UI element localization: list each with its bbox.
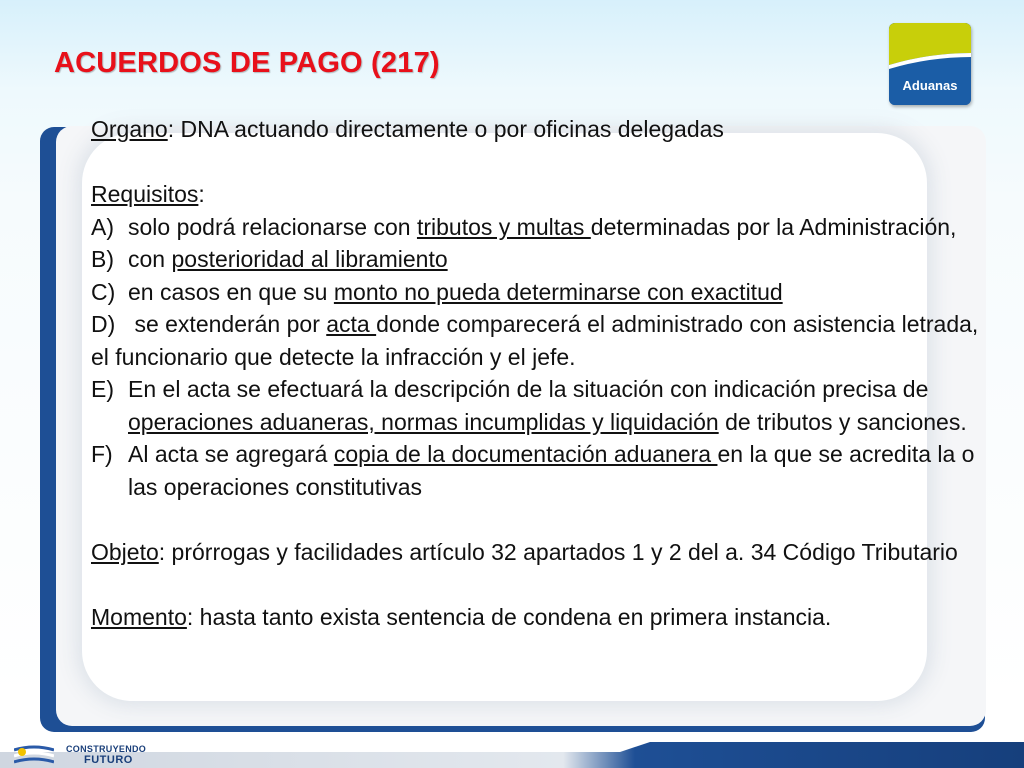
item-marker: C) [91, 278, 116, 305]
requisitos-label: Requisitos [91, 181, 199, 207]
organo-label: Organo [91, 116, 168, 142]
requisito-item-a: A) solo podrá relacionarse con tributos y multas determinadas por la Administración, [91, 211, 986, 244]
requisito-item-c: C) en casos en que su monto no pueda determinarse con exactitud [91, 276, 986, 309]
footer-line-2: FUTURO [84, 754, 133, 766]
momento-paragraph [91, 601, 986, 634]
organo-text: : DNA actuando directamente o por oficinas delegadas [167, 116, 724, 142]
momento-text: : hasta tanto exista sentencia de condena en primera instancia. [186, 603, 832, 630]
aduanas-logo [889, 23, 971, 105]
objeto-label: Objeto [91, 538, 159, 565]
objeto-paragraph [91, 536, 986, 569]
item-marker: B) [91, 246, 114, 272]
organo-paragraph [91, 113, 986, 146]
requisitos-heading: Requisitos: [91, 181, 205, 207]
item-marker: F) [91, 441, 113, 467]
item-marker: E) [91, 376, 114, 402]
requisito-item-e: E) En el acta se efectuará la descripción de la situación con indicación precisa de operaciones aduaneras, normas incumplidas y liquidación de tributos y sanciones. [91, 373, 986, 438]
requisito-item-b: B) con posterioridad al libramiento [91, 243, 986, 276]
item-marker: A) [91, 213, 114, 240]
item-marker: D) [91, 311, 116, 337]
construyendo-futuro-logo [14, 742, 174, 768]
objeto-text: : prórrogas y facilidades artículo 32 apartados 1 y 2 del a. 34 Código Tributario [158, 538, 958, 565]
slide-title: ACUERDOS DE PAGO (217) [54, 47, 440, 79]
momento-label: Momento [91, 603, 187, 630]
slide-body [91, 113, 986, 633]
requisito-item-d: D) se extenderán por acta donde comparecerá el administrado con asistencia letrada, el funcionario que detecte la infracción y el jefe. [91, 311, 985, 370]
uruguay-flag-icon [14, 744, 54, 768]
requisito-item-f: F) Al acta se agregará copia de la documentación aduanera en la que se acredita la o las operaciones constitutivas [91, 438, 986, 503]
footer-line-1: CONSTRUYENDO [66, 744, 147, 754]
logo-text: Aduanas [902, 78, 958, 93]
